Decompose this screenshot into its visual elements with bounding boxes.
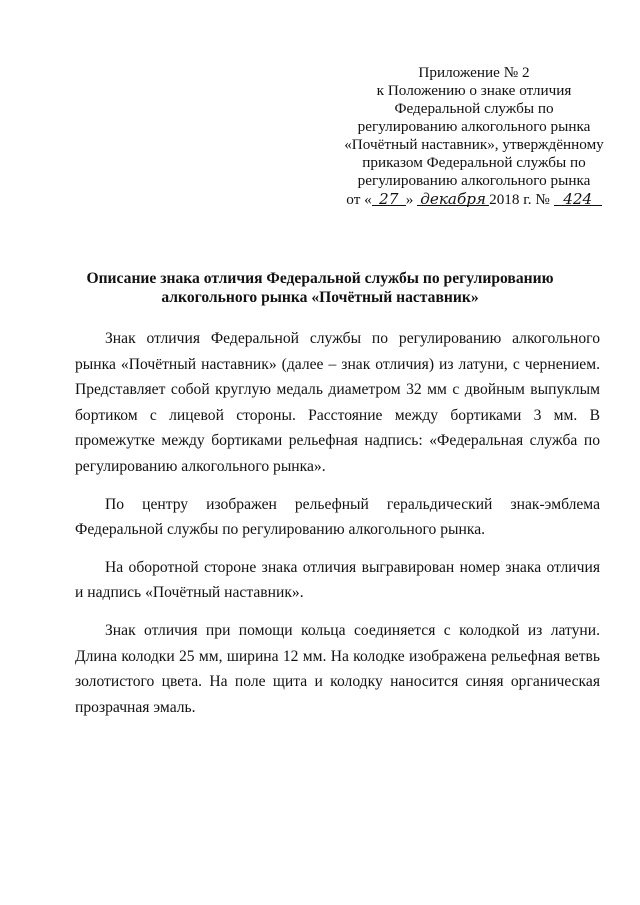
date-mid: »	[405, 191, 418, 208]
handwritten-day: 27	[372, 190, 406, 208]
date-prefix: от «	[346, 191, 372, 208]
body-paragraph: Знак отличия Федеральной службы по регулированию алкогольного рынка «Почётный наставник» (далее – знак отличия) из латуни, с чернением. Представляет собой круглую медаль диаметром 32 мм с двойным выпуклым бортиком с лицевой стороны. Расстояние между бортиками 3 мм. В промежутке между бортиками рельефная надпись: «Федеральная служба по регулированию алкогольного рынка».	[75, 330, 600, 475]
appendix-line: Федеральной службы по	[394, 100, 554, 117]
document-body	[75, 326, 600, 732]
appendix-line: приказом Федеральной службы по	[362, 154, 586, 171]
appendix-line: регулированию алкогольного рынка	[357, 172, 591, 189]
body-paragraph: Знак отличия при помощи кольца соединяется с колодкой из латуни. Длина колодки 25 мм, ширина 12 мм. На колодке изображена рельефная ветвь золотистого цвета. На поле щита и колодку наносится синяя органическая прозрачная эмаль.	[75, 621, 600, 716]
date-year: 2018 г. №	[489, 191, 554, 208]
appendix-line: «Почётный наставник», утверждённому	[344, 136, 604, 153]
body-paragraph: По центру изображен рельефный геральдический знак-эмблема Федеральной службы по регулированию алкогольного рынка.	[75, 495, 600, 539]
order-date-line	[324, 190, 624, 209]
appendix-header	[324, 64, 624, 209]
handwritten-order-number: 424	[554, 190, 602, 208]
title-line: алкогольного рынка «Почётный наставник»	[161, 289, 479, 306]
body-paragraph: На оборотной стороне знака отличия выгравирован номер знака отличия и надпись «Почётный наставник».	[75, 558, 600, 602]
appendix-line: Приложение № 2	[418, 64, 530, 81]
document-title	[60, 269, 580, 307]
handwritten-month: декабря	[417, 190, 489, 208]
title-line: Описание знака отличия Федеральной службы по регулированию	[86, 270, 554, 287]
appendix-line: регулированию алкогольного рынка	[357, 118, 591, 135]
appendix-line: к Положению о знаке отличия	[376, 82, 572, 99]
